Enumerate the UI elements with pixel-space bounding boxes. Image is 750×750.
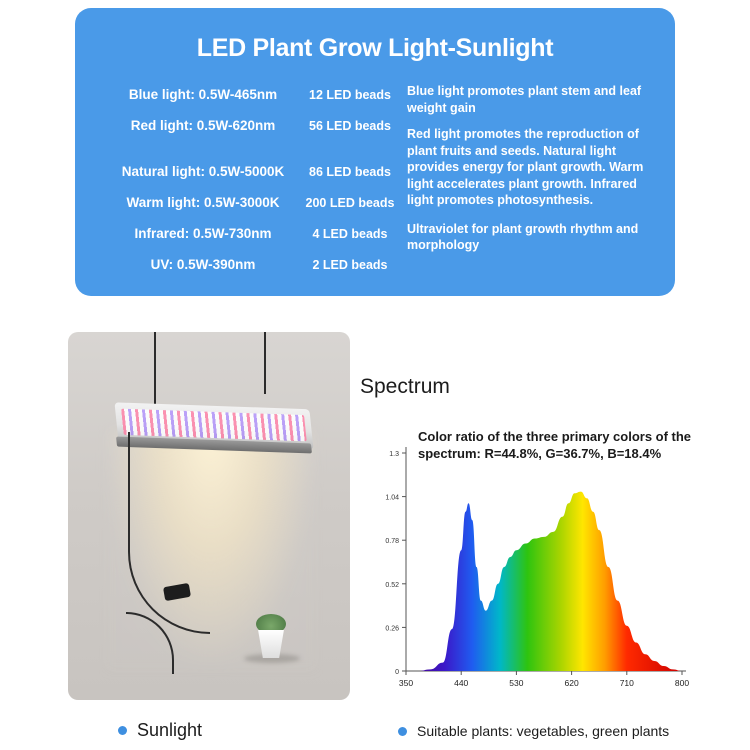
svg-text:1.04: 1.04 xyxy=(385,494,399,502)
svg-text:440: 440 xyxy=(454,678,469,688)
description-uv: Ultraviolet for plant growth rhythm and morphology xyxy=(407,221,639,252)
svg-text:620: 620 xyxy=(564,678,579,688)
spec-table xyxy=(93,79,657,280)
spectrum-heading: Spectrum xyxy=(360,375,450,398)
spec-description-column xyxy=(399,79,647,280)
bullet-sunlight xyxy=(118,720,202,741)
product-photo xyxy=(68,332,350,700)
table-row: 200 LED beads xyxy=(305,195,395,210)
table-row: 12 LED beads xyxy=(309,87,391,102)
spec-beads-column xyxy=(301,79,399,280)
bullet-label: Suitable plants: vegetables, green plants xyxy=(417,723,670,739)
table-row: 56 LED beads xyxy=(309,118,391,133)
spectrum-svg xyxy=(360,425,690,705)
table-row: 4 LED beads xyxy=(312,226,388,241)
svg-text:800: 800 xyxy=(674,678,690,688)
svg-text:0: 0 xyxy=(395,669,399,676)
spec-light-column xyxy=(105,79,301,280)
svg-text:530: 530 xyxy=(509,678,524,688)
svg-text:0.78: 0.78 xyxy=(385,538,399,546)
spectrum-chart xyxy=(360,425,690,705)
svg-text:350: 350 xyxy=(398,678,414,688)
table-row: Natural light: 0.5W-5000K xyxy=(121,164,285,179)
table-row: Red light: 0.5W-620nm xyxy=(130,118,276,133)
svg-text:0.26: 0.26 xyxy=(385,625,399,633)
description-red-natural-warm: Red light promotes the reproduction of plant fruits and seeds. Natural light provides energy for plant growth. Warm light accelerates plant growth. Infrared light promotes photosynthesis. xyxy=(407,127,644,207)
table-row: 86 LED beads xyxy=(309,164,391,179)
table-row: UV: 0.5W-390nm xyxy=(150,257,256,272)
spec-info-card xyxy=(75,8,675,296)
table-row: Infrared: 0.5W-730nm xyxy=(134,226,272,241)
table-row: Blue light: 0.5W-465nm xyxy=(128,87,278,102)
description-blue: Blue light promotes plant stem and leaf weight gain xyxy=(407,84,642,115)
svg-text:0.52: 0.52 xyxy=(385,581,399,589)
bottom-bullets xyxy=(0,714,750,750)
page-title: LED Plant Grow Light-Sunlight xyxy=(196,34,554,62)
bullet-label: Sunlight xyxy=(137,720,203,740)
hanging-wire-left xyxy=(154,332,156,406)
bullet-dot-icon xyxy=(398,727,407,736)
svg-text:710: 710 xyxy=(619,678,634,688)
svg-text:1.3: 1.3 xyxy=(389,451,399,458)
table-row: 2 LED beads xyxy=(312,257,388,272)
color-ratio-text: Color ratio of the three primary colors of the spectrum: R=44.8%, G=36.7%, B=18.4% xyxy=(418,429,692,461)
bullet-suitable-plants xyxy=(398,723,669,739)
hanging-wire-right xyxy=(264,332,266,394)
table-row: Warm light: 0.5W-3000K xyxy=(126,195,280,210)
bullet-dot-icon xyxy=(118,726,127,735)
